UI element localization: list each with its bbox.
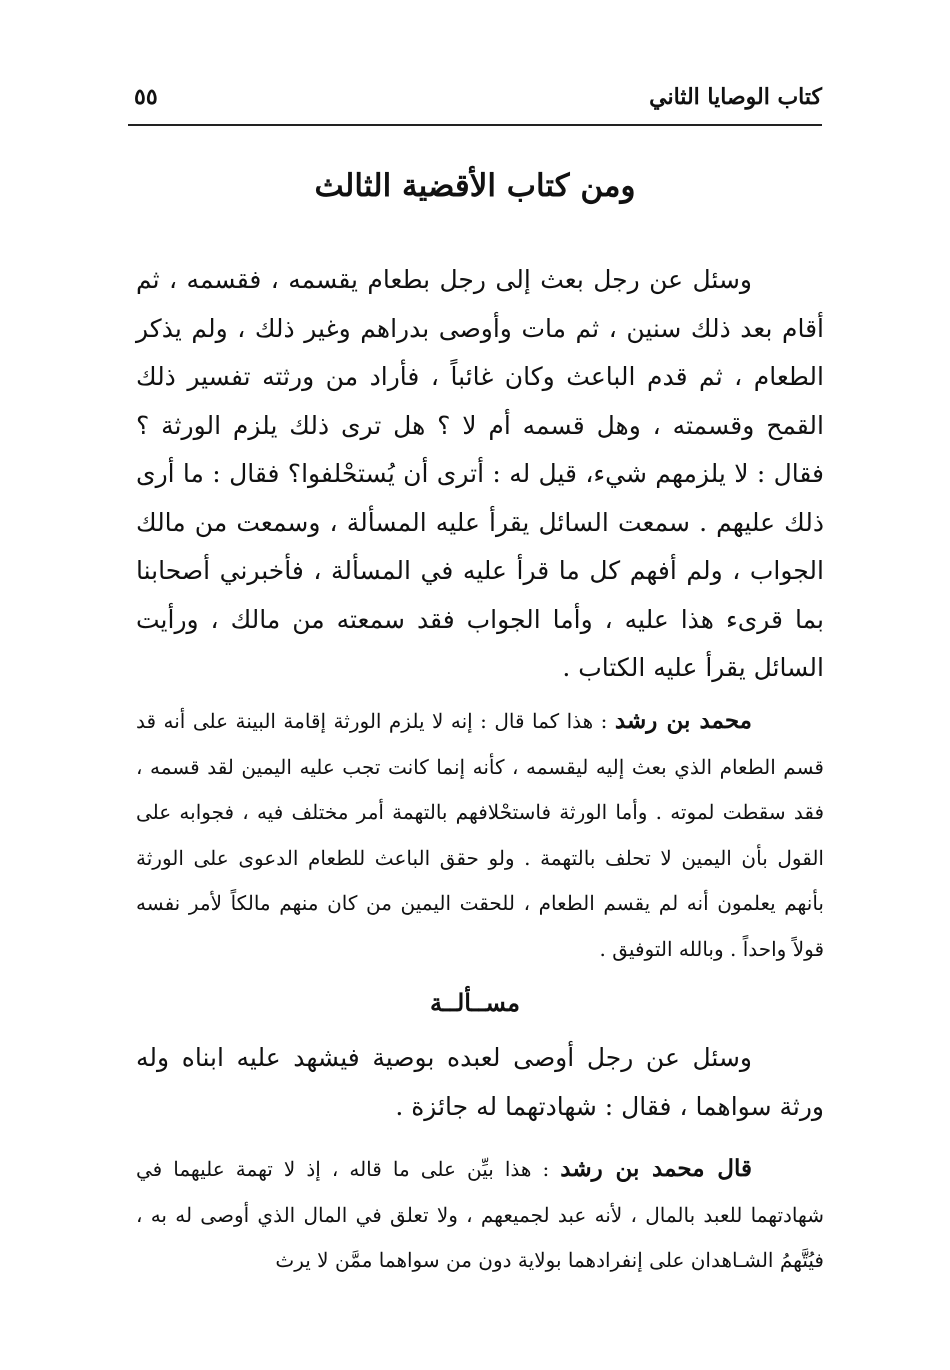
chapter-title: ومن كتاب الأقضية الثالث — [314, 168, 636, 204]
commentator-name: قال محمد بن رشد — [560, 1155, 752, 1182]
question-paragraph-1: وسئل عن رجل بعث إلى رجل بطعام يقسمه ، فقسمه ، ثم أقام بعد ذلك سنين ، ثم مات وأوصى بدراهم وغير ذلك ، ولم يذكر الطعام ، ثم قدم الباعث وكان غائباً ، فأراد من ورثته تفسير ذلك القمح وقسمته ، وهل قسمه أم لا ؟ هل ترى ذلك يلزم الورثة ؟ فقال : لا يلزمهم شيء، قيل له : أترى أن يُستحْلفوا؟ فقال : ما أرى ذلك عليهم . سمعت السائل يقرأ عليه المسألة ، وسمعت من مالك الجواب ، ولم أفهم كل ما قرأ عليه في المسألة ، فأخبرني أصحابنا بما قرىء هذا عليه ، وأما الجواب فقد سمعته من مالك ، ورأيت السائل يقرأ عليه الكتاب . — [136, 265, 824, 682]
commentary-text: : هذا كما قال : إنه لا يلزم الورثة إقامة البينة على أنه قد قسم الطعام الذي بعث إليه ليقسمه ، كأنه إنما كانت تجب عليه اليمين لقد قسمه ، فقد سقطت لموته . وأما الورثة فاستحْلافهم بالتهمة أمر مختلف فيه ، فجوابه على القول بأن اليمين لا تحلف بالتهمة . ولو حقق الباعث للطعام الدعوى على الورثة بأنهم يعلمون أنه لم يقسم الطعام ، للحقت اليمين من كان منهم مالكاً لأمر نفسه قولاً واحداً . وبالله التوفيق . — [136, 709, 824, 961]
header-title: كتاب الوصايا الثاني — [649, 84, 822, 110]
commentary-paragraph-2 — [136, 1146, 824, 1284]
commentary-paragraph-1 — [136, 698, 824, 972]
page-number: ٥٥ — [134, 84, 158, 110]
running-header — [128, 78, 822, 126]
question-paragraph-2: وسئل عن رجل أوصى لعبده بوصية فيشهد عليه ابناه وله ورثة سواهما ، فقال : شهادتهما له جائزة . — [136, 1043, 824, 1121]
commentator-name: محمد بن رشد — [614, 707, 752, 734]
section-title: مســألــة — [430, 988, 520, 1017]
commentary-text: : هذا بيِّن على ما قاله ، إذ لا تهمة عليهما في شهادتهما للعبد بالمال ، لأنه عبد لجميعهم ، ولا تعلق في المال الذي أوصى له به ، فيُتَّهمُ الشـاهدان على إنفرادهما بولاية دون من سواهما ممَّن لا يرث — [136, 1157, 824, 1272]
